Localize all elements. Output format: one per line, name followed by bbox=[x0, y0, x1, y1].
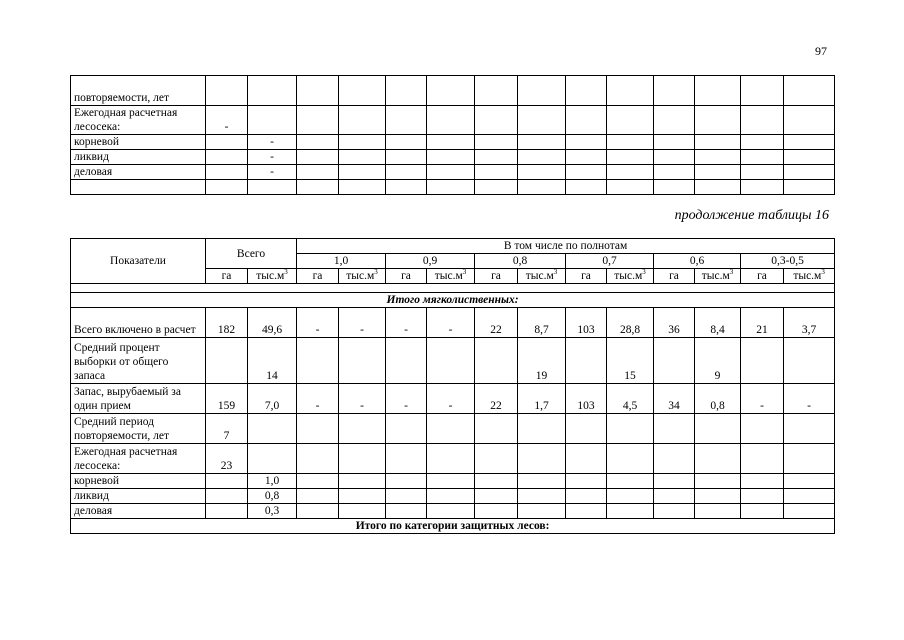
table-row bbox=[71, 150, 835, 165]
table-cell bbox=[297, 444, 339, 474]
table-cell bbox=[741, 489, 784, 504]
table-cell: 0,8 bbox=[248, 489, 297, 504]
table-cell bbox=[386, 504, 427, 519]
table-cell bbox=[248, 444, 297, 474]
table-cell bbox=[339, 180, 386, 195]
table-cell bbox=[695, 414, 741, 444]
footer-title: Итого по категории защитных лесов: bbox=[71, 519, 835, 534]
table-cell: - bbox=[248, 165, 297, 180]
table-cell bbox=[741, 474, 784, 489]
table-row bbox=[71, 106, 835, 135]
table-cell bbox=[566, 489, 607, 504]
table-cell: 1,0 bbox=[248, 474, 297, 489]
table-cell bbox=[386, 165, 427, 180]
table-cell bbox=[297, 474, 339, 489]
table-cell bbox=[784, 474, 835, 489]
table-cell bbox=[427, 338, 475, 384]
table-cell bbox=[339, 504, 386, 519]
unit-ha: га bbox=[206, 269, 248, 284]
table-cell bbox=[427, 444, 475, 474]
table-cell bbox=[427, 180, 475, 195]
row-label: Ежегодная расчетная лесосека: bbox=[71, 106, 206, 135]
table-cell: 0,3 bbox=[248, 504, 297, 519]
table-cell: 36 bbox=[654, 308, 695, 338]
table-cell: 19 bbox=[518, 338, 566, 384]
table-cell bbox=[741, 504, 784, 519]
table-cell bbox=[654, 165, 695, 180]
table-cell bbox=[654, 150, 695, 165]
table-cell bbox=[518, 76, 566, 106]
unit-volume-exponent: 3 bbox=[374, 268, 378, 276]
table-cell bbox=[654, 180, 695, 195]
table-cell bbox=[386, 180, 427, 195]
table-cell: 14 bbox=[248, 338, 297, 384]
table-cell: - bbox=[427, 384, 475, 414]
table-cell: 7 bbox=[206, 414, 248, 444]
table-cell bbox=[297, 106, 339, 135]
header-row-1 bbox=[71, 239, 835, 254]
table-cell bbox=[566, 504, 607, 519]
table-cell bbox=[654, 414, 695, 444]
unit-ha: га bbox=[566, 269, 607, 284]
table-cell bbox=[654, 474, 695, 489]
table-cell bbox=[475, 180, 518, 195]
table-cell bbox=[566, 338, 607, 384]
table-cell: 15 bbox=[607, 338, 654, 384]
unit-volume bbox=[518, 269, 566, 284]
table-cell bbox=[654, 504, 695, 519]
row-label bbox=[71, 180, 206, 195]
table-cell bbox=[297, 165, 339, 180]
table-cell: - bbox=[427, 308, 475, 338]
table-row bbox=[71, 165, 835, 180]
table-caption: продолжение таблицы 16 bbox=[674, 208, 829, 223]
table-cell bbox=[784, 106, 835, 135]
table-cell bbox=[475, 165, 518, 180]
table-cell bbox=[339, 76, 386, 106]
table-cell bbox=[386, 414, 427, 444]
table-cell bbox=[695, 489, 741, 504]
unit-ha: га bbox=[475, 269, 518, 284]
table-cell bbox=[386, 76, 427, 106]
table-cell bbox=[518, 489, 566, 504]
table-cell: 8,4 bbox=[695, 308, 741, 338]
table-cell bbox=[566, 474, 607, 489]
table-row bbox=[71, 180, 835, 195]
table-cell: 159 bbox=[206, 384, 248, 414]
table-cell bbox=[784, 135, 835, 150]
unit-volume-exponent: 3 bbox=[284, 268, 288, 276]
table-cell bbox=[784, 414, 835, 444]
density-header: 0,7 bbox=[566, 254, 654, 269]
table-cell: 8,7 bbox=[518, 308, 566, 338]
unit-ha: га bbox=[741, 269, 784, 284]
table-cell bbox=[654, 106, 695, 135]
unit-volume-text: тыс.м bbox=[346, 270, 375, 282]
table-row bbox=[71, 504, 835, 519]
table-cell bbox=[206, 489, 248, 504]
table-cell bbox=[566, 180, 607, 195]
table-cell bbox=[607, 504, 654, 519]
section-title-row bbox=[71, 293, 835, 308]
table-cell bbox=[297, 489, 339, 504]
unit-ha: га bbox=[654, 269, 695, 284]
table-row bbox=[71, 489, 835, 504]
table-cell bbox=[607, 474, 654, 489]
table-row bbox=[71, 384, 835, 414]
table-row bbox=[71, 474, 835, 489]
table-cell bbox=[339, 135, 386, 150]
table-row bbox=[71, 444, 835, 474]
table-cell bbox=[784, 504, 835, 519]
table-cell: 34 bbox=[654, 384, 695, 414]
table-cell bbox=[427, 135, 475, 150]
table-cell bbox=[784, 489, 835, 504]
table-cell bbox=[695, 165, 741, 180]
table-cell bbox=[607, 165, 654, 180]
table-cell bbox=[607, 180, 654, 195]
table-cell bbox=[741, 338, 784, 384]
table-cell bbox=[427, 504, 475, 519]
footer-title-row bbox=[71, 519, 835, 534]
density-header: 0,3-0,5 bbox=[741, 254, 835, 269]
table-cell: - bbox=[386, 384, 427, 414]
table-cell bbox=[475, 474, 518, 489]
table-cell bbox=[475, 338, 518, 384]
table-cell bbox=[297, 76, 339, 106]
table-cell bbox=[386, 338, 427, 384]
table-cell bbox=[741, 444, 784, 474]
row-label: Запас, вырубаемый за один прием bbox=[71, 384, 206, 414]
table-row bbox=[71, 414, 835, 444]
table-cell: 22 bbox=[475, 384, 518, 414]
table-cell bbox=[518, 474, 566, 489]
table-cell bbox=[297, 338, 339, 384]
table-cell bbox=[518, 106, 566, 135]
table-cell: 28,8 bbox=[607, 308, 654, 338]
table-cell bbox=[654, 338, 695, 384]
table-cell: - bbox=[206, 106, 248, 135]
table-cell bbox=[654, 489, 695, 504]
table-cell bbox=[475, 489, 518, 504]
table-cell bbox=[386, 150, 427, 165]
table-cell bbox=[607, 106, 654, 135]
table-cell: - bbox=[386, 308, 427, 338]
unit-volume-text: тыс.м bbox=[256, 270, 285, 282]
table-cell bbox=[784, 444, 835, 474]
table-cell: 23 bbox=[206, 444, 248, 474]
table-cell bbox=[741, 76, 784, 106]
table-cell bbox=[654, 444, 695, 474]
table-cell bbox=[566, 76, 607, 106]
row-label: ликвид bbox=[71, 489, 206, 504]
table-cell: - bbox=[339, 384, 386, 414]
table-cell bbox=[566, 414, 607, 444]
row-label: Ежегодная расчетная лесосека: bbox=[71, 444, 206, 474]
unit-ha: га bbox=[297, 269, 339, 284]
table-cell: - bbox=[297, 384, 339, 414]
table-cell bbox=[339, 444, 386, 474]
table-cell: 0,8 bbox=[695, 384, 741, 414]
table-cell: 3,7 bbox=[784, 308, 835, 338]
table-cell bbox=[695, 135, 741, 150]
table-cell bbox=[427, 165, 475, 180]
table-cell: - bbox=[784, 384, 835, 414]
table-cell bbox=[607, 444, 654, 474]
table-row bbox=[71, 338, 835, 384]
table-cell bbox=[206, 504, 248, 519]
table-main bbox=[70, 238, 835, 534]
table-cell bbox=[566, 106, 607, 135]
table-cell bbox=[695, 106, 741, 135]
table-cell bbox=[784, 76, 835, 106]
table-cell bbox=[339, 414, 386, 444]
table-cell: 49,6 bbox=[248, 308, 297, 338]
table-cell bbox=[741, 414, 784, 444]
spacer-row bbox=[71, 284, 835, 293]
table-cell bbox=[607, 76, 654, 106]
table-cell bbox=[784, 165, 835, 180]
table-cell: - bbox=[741, 384, 784, 414]
table-cell bbox=[607, 135, 654, 150]
unit-volume bbox=[607, 269, 654, 284]
table-cell bbox=[518, 135, 566, 150]
row-label: Средний период повторяемости, лет bbox=[71, 414, 206, 444]
table-cell bbox=[654, 76, 695, 106]
table-cell bbox=[475, 106, 518, 135]
table-cell bbox=[339, 474, 386, 489]
table-row bbox=[71, 76, 835, 106]
unit-volume bbox=[339, 269, 386, 284]
table-cell bbox=[206, 338, 248, 384]
table-cell bbox=[386, 106, 427, 135]
table-cell bbox=[386, 135, 427, 150]
table-cell bbox=[297, 504, 339, 519]
table-cell bbox=[206, 150, 248, 165]
table-row bbox=[71, 135, 835, 150]
header-total: Всего bbox=[206, 239, 297, 269]
table-cell bbox=[695, 474, 741, 489]
table-cell bbox=[339, 489, 386, 504]
table-cell bbox=[695, 150, 741, 165]
table-cell bbox=[695, 76, 741, 106]
table-cell bbox=[784, 150, 835, 165]
table-cell: 4,5 bbox=[607, 384, 654, 414]
unit-volume bbox=[695, 269, 741, 284]
unit-volume bbox=[784, 269, 835, 284]
table-cell: - bbox=[248, 150, 297, 165]
table-cell bbox=[427, 76, 475, 106]
table-cell bbox=[206, 165, 248, 180]
table-row bbox=[71, 308, 835, 338]
table-cell bbox=[248, 76, 297, 106]
table-cell bbox=[475, 135, 518, 150]
table-cell bbox=[518, 414, 566, 444]
table-cell bbox=[475, 444, 518, 474]
density-header: 1,0 bbox=[297, 254, 386, 269]
row-label: деловая bbox=[71, 165, 206, 180]
table-cell bbox=[297, 180, 339, 195]
table-cell bbox=[518, 180, 566, 195]
table-cell bbox=[206, 474, 248, 489]
table-cell bbox=[566, 150, 607, 165]
table-cell bbox=[607, 414, 654, 444]
unit-volume-exponent: 3 bbox=[821, 268, 825, 276]
table-cell: 103 bbox=[566, 384, 607, 414]
row-label: ликвид bbox=[71, 150, 206, 165]
table-cell bbox=[386, 474, 427, 489]
table-cell bbox=[741, 180, 784, 195]
table-cell bbox=[248, 180, 297, 195]
density-header: 0,9 bbox=[386, 254, 475, 269]
table-cell bbox=[297, 135, 339, 150]
table-cell bbox=[475, 504, 518, 519]
table-cell bbox=[566, 165, 607, 180]
table-cell bbox=[695, 444, 741, 474]
table-cell: - bbox=[297, 308, 339, 338]
table-cell bbox=[784, 180, 835, 195]
table-cell bbox=[297, 150, 339, 165]
row-label: корневой bbox=[71, 135, 206, 150]
table-cell bbox=[784, 338, 835, 384]
table-cell bbox=[741, 135, 784, 150]
table-cell bbox=[566, 444, 607, 474]
unit-volume-text: тыс.м bbox=[525, 270, 554, 282]
table-cell bbox=[518, 150, 566, 165]
table-cell bbox=[248, 414, 297, 444]
table-cell bbox=[427, 474, 475, 489]
table-cell bbox=[206, 180, 248, 195]
unit-volume bbox=[248, 269, 297, 284]
unit-volume-text: тыс.м bbox=[434, 270, 463, 282]
row-label: Средний процент выборки от общего запаса bbox=[71, 338, 206, 384]
table-cell bbox=[339, 338, 386, 384]
table-cell bbox=[339, 106, 386, 135]
table-cell bbox=[475, 150, 518, 165]
table-cell bbox=[297, 414, 339, 444]
unit-volume-text: тыс.м bbox=[701, 270, 730, 282]
unit-volume-text: тыс.м bbox=[614, 270, 643, 282]
section-title: Итого мягколиственных: bbox=[71, 293, 835, 308]
table-cell bbox=[741, 165, 784, 180]
table-cell bbox=[206, 76, 248, 106]
table-cell bbox=[475, 414, 518, 444]
table-cell: 7,0 bbox=[248, 384, 297, 414]
table-cell bbox=[248, 106, 297, 135]
table-cell: 1,7 bbox=[518, 384, 566, 414]
density-header: 0,6 bbox=[654, 254, 741, 269]
table-cell bbox=[607, 150, 654, 165]
header-by-density: В том числе по полнотам bbox=[297, 239, 835, 254]
table-cell: 22 bbox=[475, 308, 518, 338]
unit-volume-text: тыс.м bbox=[793, 270, 822, 282]
row-label: повторяемости, лет bbox=[71, 76, 206, 106]
density-header: 0,8 bbox=[475, 254, 566, 269]
unit-volume-exponent: 3 bbox=[553, 268, 558, 276]
table-cell bbox=[386, 444, 427, 474]
unit-ha: га bbox=[386, 269, 427, 284]
unit-volume-exponent: 3 bbox=[642, 268, 646, 276]
unit-volume-exponent: 3 bbox=[729, 268, 734, 276]
table-cell bbox=[741, 106, 784, 135]
unit-volume-exponent: 3 bbox=[462, 268, 467, 276]
table-cell bbox=[607, 489, 654, 504]
table-cell bbox=[518, 444, 566, 474]
table-cell: 182 bbox=[206, 308, 248, 338]
row-label: деловая bbox=[71, 504, 206, 519]
table-cell bbox=[427, 106, 475, 135]
table-cell bbox=[566, 135, 607, 150]
table-cell bbox=[339, 150, 386, 165]
table-cell bbox=[427, 489, 475, 504]
table-cell: 9 bbox=[695, 338, 741, 384]
table-cell: - bbox=[248, 135, 297, 150]
table-cell: 103 bbox=[566, 308, 607, 338]
unit-volume bbox=[427, 269, 475, 284]
table-cell bbox=[741, 150, 784, 165]
page-number: 97 bbox=[815, 44, 827, 58]
table-cell bbox=[518, 165, 566, 180]
table-top-fragment bbox=[70, 75, 835, 195]
row-label: корневой bbox=[71, 474, 206, 489]
row-label: Всего включено в расчет bbox=[71, 308, 206, 338]
table-cell bbox=[427, 150, 475, 165]
header-indicators: Показатели bbox=[71, 239, 206, 284]
table-cell bbox=[518, 504, 566, 519]
table-cell bbox=[386, 489, 427, 504]
table-cell bbox=[339, 165, 386, 180]
table-cell: 21 bbox=[741, 308, 784, 338]
table-cell bbox=[654, 135, 695, 150]
table-cell bbox=[427, 414, 475, 444]
table-cell bbox=[695, 504, 741, 519]
table-cell bbox=[206, 135, 248, 150]
table-cell: - bbox=[339, 308, 386, 338]
table-cell bbox=[695, 180, 741, 195]
table-cell bbox=[475, 76, 518, 106]
